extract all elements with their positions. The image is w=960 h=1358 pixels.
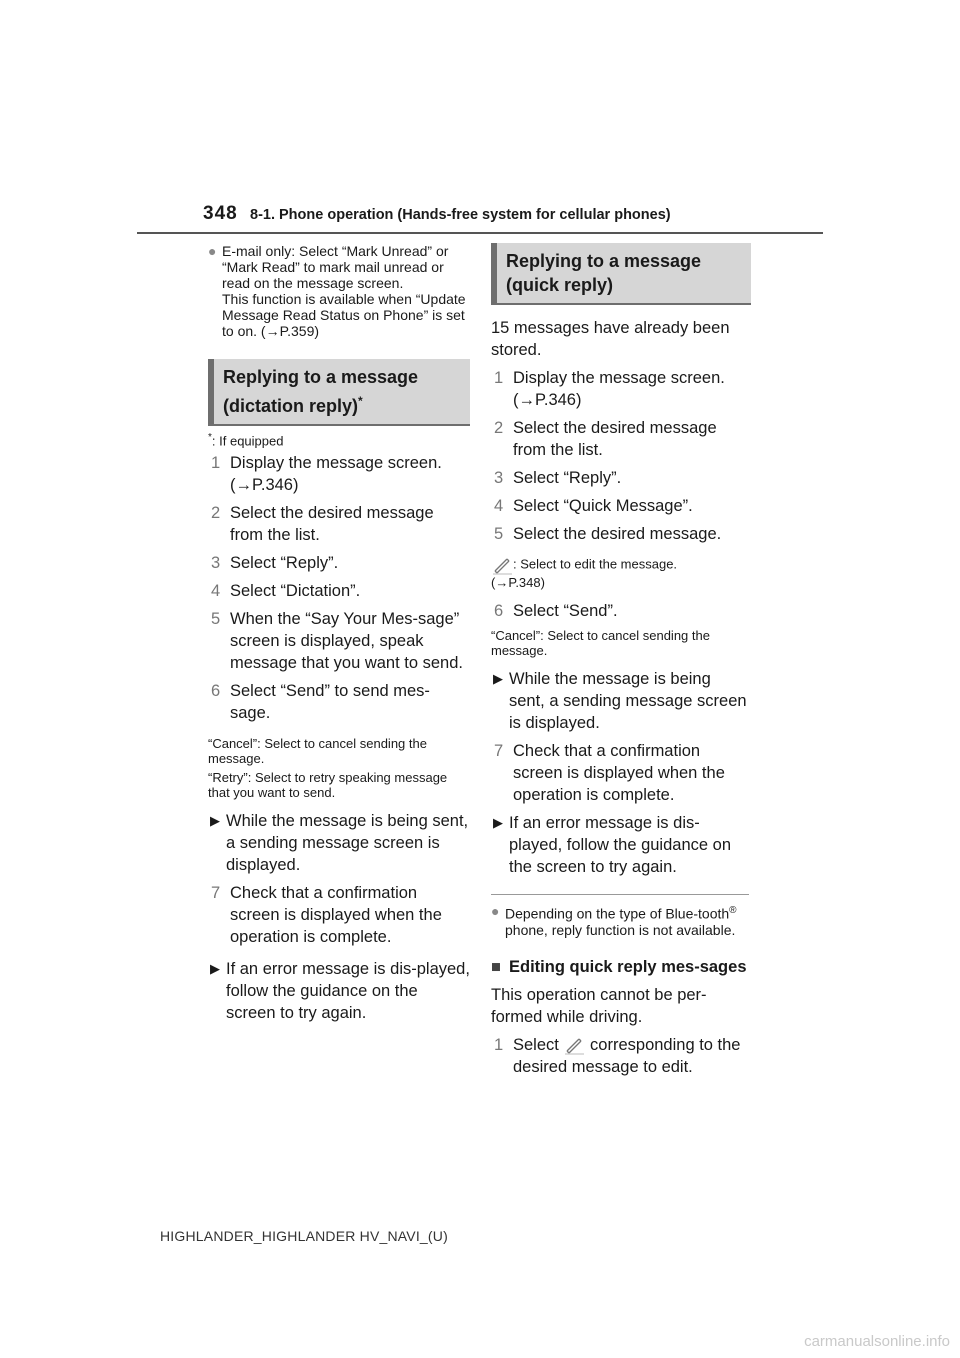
step-text: Check that a confirmation screen is displayed when the operation is complete. [230,884,442,947]
email-note-availability: This function is available when “Update Message Read Status on Phone” is set to on. (→P.359) [222,291,466,339]
heading-line1: Replying to a message [223,367,419,387]
left-column [208,243,470,1030]
step-item [208,608,470,674]
bullet-text: If an error message is dis-played, follow the guidance on the screen to try again. [226,960,470,1023]
step-text-pre: Select [513,1035,559,1054]
step-number: 4 [211,582,221,601]
email-note [208,243,470,339]
step-item [208,680,470,724]
bullet-item [208,810,470,876]
square-bullet-icon: ■ [491,957,501,976]
triangle-bullet-icon: ▶ [493,671,503,686]
heading-line2: (quick reply) [506,275,614,295]
step-text: Select “Reply”. [230,554,339,573]
edit-note [491,555,751,590]
step-text-post: corresponding to the desired message to edit. [513,1035,741,1076]
bullet-item [208,958,470,1024]
intro-text: 15 messages have already been stored. [491,319,730,359]
step-text: Select “Reply”. [513,469,622,487]
step-number: 5 [494,525,504,543]
step-number: 1 [494,369,504,387]
bluetooth-note [491,903,751,938]
triangle-bullet-icon: ▶ [493,815,503,830]
step-number: 3 [211,554,221,573]
bluetooth-note-text2: phone, reply function is not available. [505,921,736,938]
step-item [491,417,751,461]
cancel-note: “Cancel”: Select to cancel sending the message. [208,736,427,767]
step-item [208,552,470,574]
bullet-text: While the message is being sent, a sending message screen is displayed. [226,812,469,875]
bullet-item [491,812,751,878]
cancel-note: “Cancel”: Select to cancel sending the message. [491,628,710,658]
step-item [491,495,751,517]
step-text: Select “Send”. [513,602,618,620]
bullet-text: While the message is being sent, a sending message screen is displayed. [509,670,747,732]
step-number: 1 [211,454,221,473]
subheading-text: Editing quick reply mes-sages [509,957,747,976]
dictation-reply-heading [208,359,470,426]
heading-line2-text: (dictation reply) [223,396,359,416]
step-item [491,740,751,806]
footnote-asterisk: * [208,432,212,443]
heading-line2 [223,389,460,418]
step-item [491,600,751,622]
quick-reply-heading [491,243,751,305]
step-item [208,452,470,496]
email-note-text: E-mail only: Select “Mark Unread” or “Mark Read” to mark mail unread or read on the message screen. [222,243,449,291]
heading-asterisk: * [358,394,363,408]
bullet-item [491,668,751,734]
pencil-edit-icon [563,1035,585,1055]
step-item [208,502,470,546]
page-number: 348 [203,203,238,224]
step-item [491,1034,751,1078]
header-rule [137,232,823,234]
step-item [491,367,751,411]
triangle-bullet-icon: ▶ [210,813,220,829]
watermark: carmanualsonline.info [804,1333,950,1350]
step-text: Select “Dictation”. [230,582,361,601]
step-text: When the “Say Your Mes-sage” screen is displayed, speak message that you want to send. [230,610,463,673]
step-text: Select “Quick Message”. [513,497,693,515]
step-text: Display the message screen. (→P.346) [230,454,442,495]
step-number: 4 [494,497,504,515]
section-title: 8-1. Phone operation (Hands-free system for cellular phones) [250,207,671,223]
footnote [208,432,470,448]
note-separator [491,894,749,895]
step-number: 7 [494,742,504,760]
step-number: 3 [494,469,504,487]
step-text: Select the desired message. [513,525,722,543]
circle-bullet-icon: ● [208,243,217,259]
step-text: Select the desired message from the list. [513,419,717,459]
driving-note: This operation cannot be per-formed while driving. [491,985,707,1026]
footnote-text: : If equipped [211,433,284,449]
step-text: Display the message screen. (→P.346) [513,369,725,409]
step-number: 2 [494,419,504,437]
bluetooth-note-text1: Depending on the type of Blue-tooth [505,905,730,922]
step-number: 2 [211,504,221,523]
bullet-text: If an error message is dis-played, follow the guidance on the screen to try again. [509,814,731,876]
step-number: 7 [211,884,221,903]
step-text: Select “Send” to send mes-sage. [230,682,430,723]
step-item [208,882,470,948]
step-number: 1 [494,1035,504,1054]
right-column [491,243,751,1084]
edit-note-ref: (→P.348) [491,575,545,590]
step-item [208,580,470,602]
registered-mark: ® [729,905,737,916]
triangle-bullet-icon: ▶ [210,961,220,977]
retry-note: “Retry”: Select to retry speaking message that you want to send. [208,770,448,801]
step-text: Check that a confirmation screen is displayed when the operation is complete. [513,742,725,804]
step-item [491,523,751,545]
heading-line1: Replying to a message [506,251,702,271]
step-item [491,467,751,489]
pencil-edit-icon [491,555,513,575]
step-number: 5 [211,610,221,629]
step-number: 6 [494,602,504,620]
edit-note-text: : Select to edit the message. [513,556,678,572]
step-text: Select the desired message from the list. [230,504,434,545]
circle-bullet-icon: ● [491,903,500,919]
step-number: 6 [211,682,221,701]
editing-subheading [491,956,751,978]
footer-model: HIGHLANDER_HIGHLANDER HV_NAVI_(U) [160,1228,448,1244]
